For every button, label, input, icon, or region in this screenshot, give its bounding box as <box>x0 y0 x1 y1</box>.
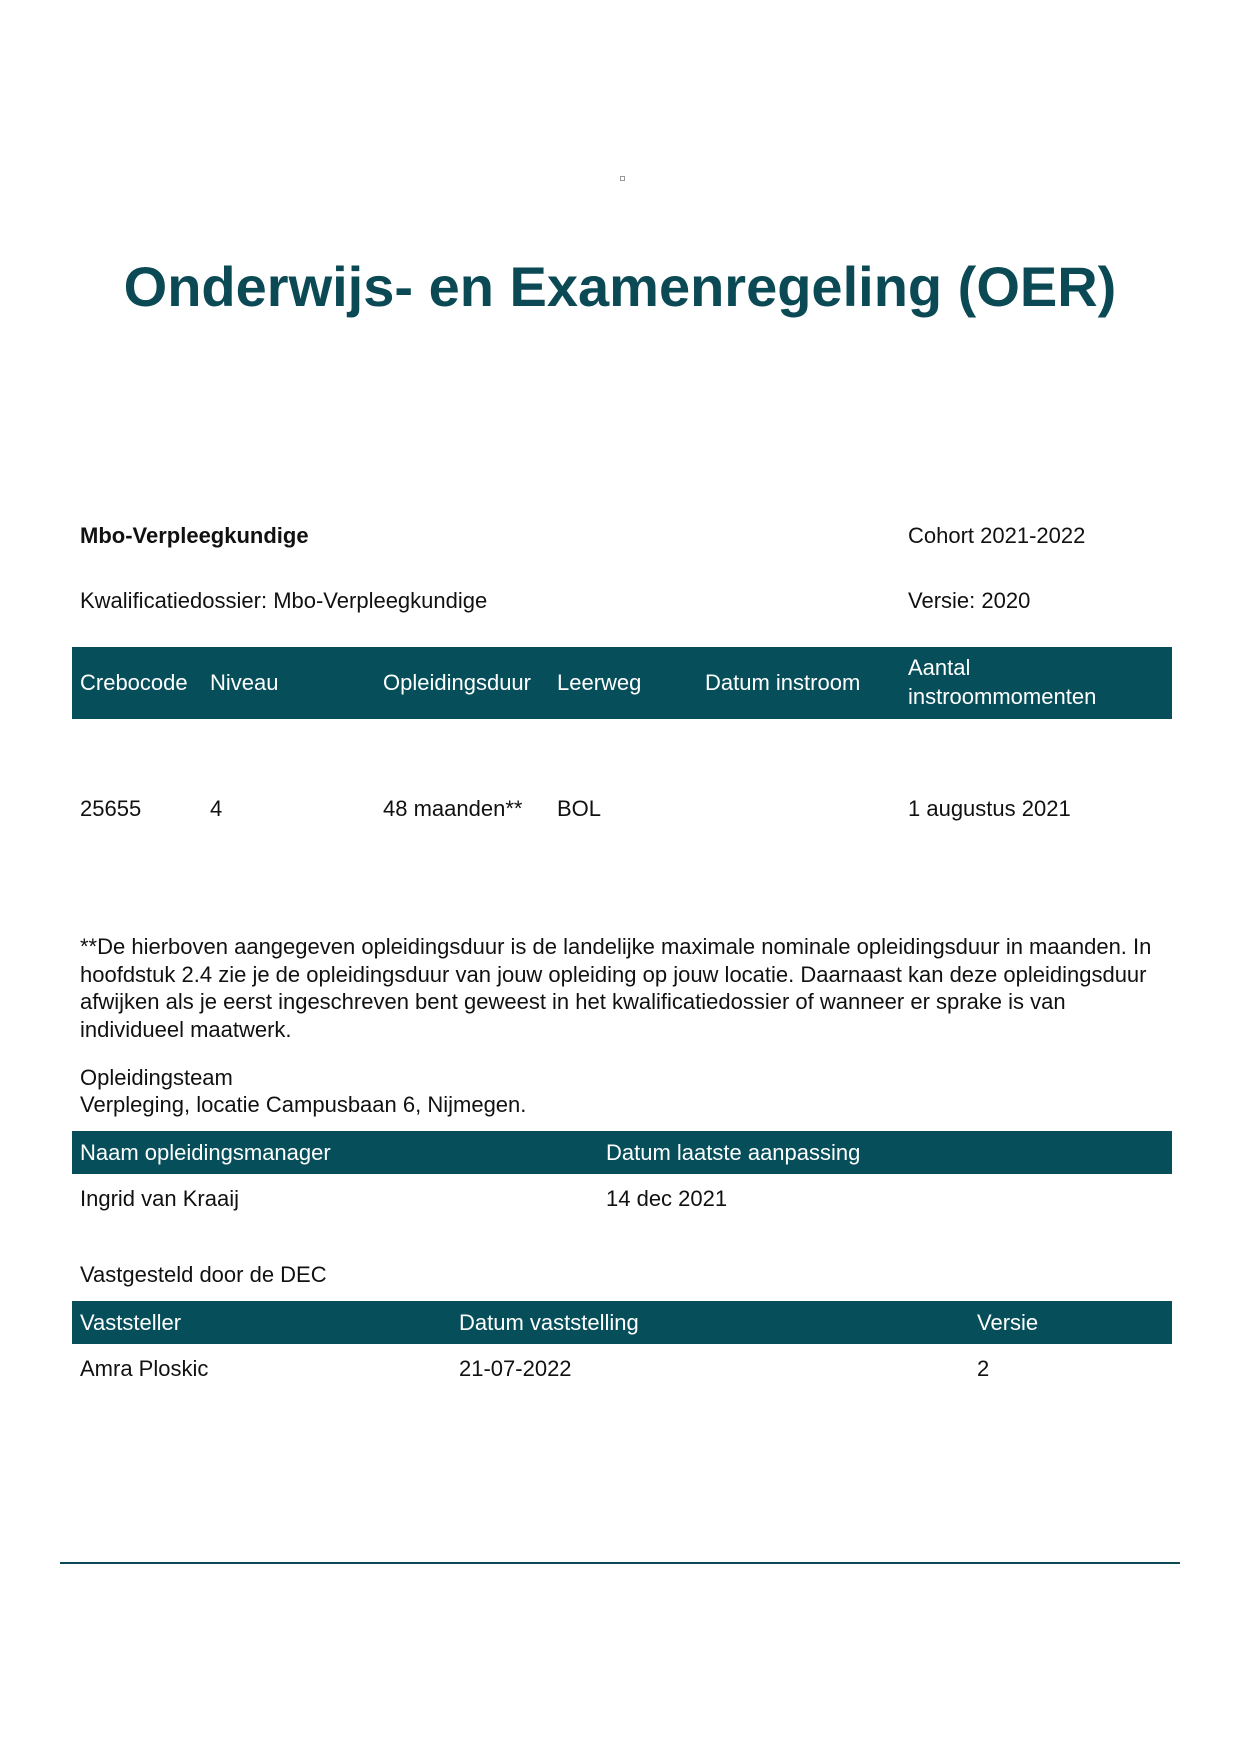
cell-leerweg: BOL <box>557 796 602 821</box>
cell-vaststeller: Amra Ploskic <box>80 1356 209 1381</box>
program-table-header <box>72 647 1172 719</box>
header-opleidingsduur: Opleidingsduur <box>383 670 531 695</box>
dossier-label: Kwalificatiedossier: Mbo-Verpleegkundige <box>80 588 488 613</box>
header-naam-opleidingsmanager: Naam opleidingsmanager <box>80 1140 331 1165</box>
version-label: Versie: 2020 <box>908 588 1031 613</box>
placeholder-mark <box>620 176 625 181</box>
cell-niveau: 4 <box>210 796 223 821</box>
header-datum-laatste-aanpassing: Datum laatste aanpassing <box>606 1140 861 1165</box>
cell-datum-instroom: 1 augustus 2021 <box>908 796 1071 821</box>
header-datum-vaststelling: Datum vaststelling <box>459 1310 639 1335</box>
header-datum-instroom: Datum instroom <box>705 670 861 695</box>
document-title: Onderwijs- en Examenregeling (OER) <box>123 255 1117 318</box>
cell-crebocode: 25655 <box>80 796 142 821</box>
cell-datum-vaststelling: 21-07-2022 <box>459 1356 572 1381</box>
header-instroommomenten: instroommomenten <box>908 684 1097 709</box>
team-label: Opleidingsteam <box>80 1065 233 1090</box>
cell-manager-name: Ingrid van Kraaij <box>80 1186 239 1211</box>
header-leerweg: Leerweg <box>557 670 642 695</box>
header-niveau: Niveau <box>210 670 279 695</box>
header-vaststeller: Vaststeller <box>80 1310 182 1335</box>
program-name: Mbo-Verpleegkundige <box>80 523 309 548</box>
footer-rule <box>60 1562 1180 1564</box>
footnote: **De hierboven aangegeven opleidingsduur is de landelijke maximale nominale opleidingsduur in maanden. In hoofdstuk 2.4 zie je de opleidingsduur van jouw opleiding op jouw locatie. Daarnaast kan deze opleidingsduur afwijken als je eerst ingeschreven bent geweest in het kwalificatiedossier of wanneer er sprake is van individueel maatwerk. <box>80 934 1152 1042</box>
cell-last-change-date: 14 dec 2021 <box>606 1186 728 1211</box>
cell-versie: 2 <box>977 1356 990 1381</box>
dec-label: Vastgesteld door de DEC <box>80 1262 327 1287</box>
header-aantal: Aantal <box>908 655 971 680</box>
dec-table-header <box>72 1301 1172 1344</box>
header-crebocode: Crebocode <box>80 670 188 695</box>
cohort-label: Cohort 2021-2022 <box>908 523 1086 548</box>
header-versie: Versie <box>977 1310 1039 1335</box>
manager-table-header <box>72 1131 1172 1174</box>
cell-opleidingsduur: 48 maanden** <box>383 796 523 821</box>
team-location: Verpleging, locatie Campusbaan 6, Nijmegen. <box>80 1092 527 1117</box>
